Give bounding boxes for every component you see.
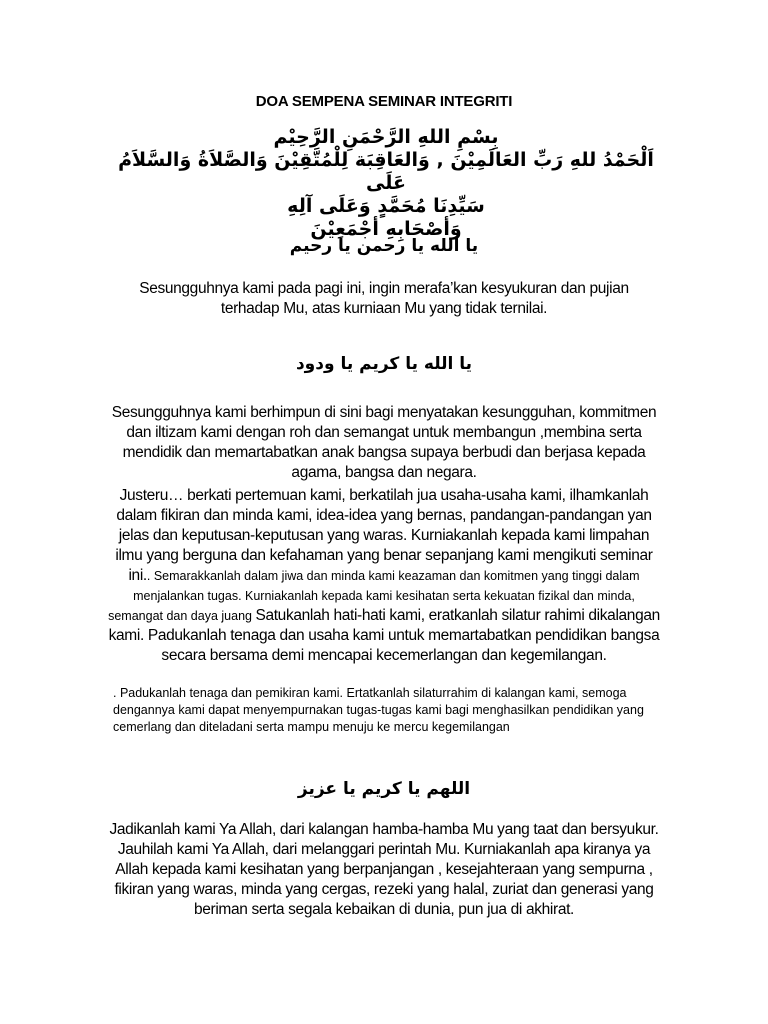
paragraph-blessing-part-3: Satukanlah hati-hati kami, eratkanlah silatur rahimi dikalangan kami. Padukanlah tenaga dan usaha kami untuk memartabatkan pendidikan bangsa secara bersama demi mencapai kecemerlangan dan kegemilangan. — [108, 607, 660, 664]
bismillah-line-4: وَأصْحَابِهِ أجْمَعِيْنَ — [310, 218, 462, 240]
invocation-heading-3: اللهم يا كريم يا عزيز — [297, 779, 471, 799]
bismillah-block — [110, 126, 662, 241]
bismillah-line-2: اَلْحَمْدُ للهِ رَبِّ العَالَمِيْنَ , وَالعَاقِبَة لِلْمُتَّقِيْنَ وَالصَّلاَةُ وَالسَّلاَمُ عَلَى — [118, 149, 654, 194]
document-title: DOA SEMPENA SEMINAR INTEGRITI — [255, 93, 513, 110]
invocation-heading-1: يا الله يا رحمن يا رحيم — [289, 236, 479, 256]
paragraph-gratitude: Sesungguhnya kami pada pagi ini, ingin merafa’kan kesyukuran dan pujian terhadap Mu, atas kurniaan Mu yang tidak ternilai. — [139, 280, 629, 317]
paragraph-closing: Jadikanlah kami Ya Allah, dari kalangan hamba-hamba Mu yang taat dan bersyukur. Jauhilah kami Ya Allah, dari melanggari perintah Mu. Kurniakanlah apa kiranya ya Allah kepada kami kesihatan yang berpanjangan , kesejahteraan yang sempurna , fikiran yang waras, minda yang cergas, rezeki yang halal, zuriat dan generasi yang beriman serta segala kebaikan di dunia, pun jua di akhirat. — [109, 821, 659, 918]
bismillah-line-3: سَيِّدِنَا مُحَمَّدٍ وَعَلَى آلِهِ — [287, 195, 485, 217]
paragraph-commitment: Sesungguhnya kami berhimpun di sini bagi menyatakan kesungguhan, kommitmen dan iltizam kami dengan roh dan semangat untuk membangun ,membina serta mendidik dan memartabatkan anak bangsa supaya berbudi dan berjasa kepada agama, bangsa dan negara. — [111, 404, 657, 481]
bismillah-line-1: بِسْمِ اللهِ الرَّحْمَنِ الرَّحِيْم — [273, 126, 499, 148]
paragraph-blessing-part-2: . Semarakkanlah dalam jiwa dan minda kami keazaman dan komitmen yang tinggi dalam menjalankan tugas. Kurniakanlah kepada kami kesihatan serta kekuatan fizikal dan minda, semangat dan daya juang — [108, 569, 640, 623]
paragraph-blessing — [106, 486, 662, 666]
paragraph-unity: . Padukanlah tenaga dan pemikiran kami. Ertatkanlah silaturrahim di kalangan kami, semoga dengannya kami dapat menyempurnakan tugas-tugas kami bagi menghasilkan pendidikan yang cemerlang dan diteladani serta mampu menuju ke mercu kegemilangan — [113, 686, 644, 734]
paragraph-blessing-part-1: Justeru… berkati pertemuan kami, berkatilah jua usaha-usaha kami, ilhamkanlah dalam fikiran dan minda kami, idea-idea yang bernas, pandangan-pandangan yan jelas dan keputusan-keputusan yang waras. Kurniakanlah kepada kami limpahan ilmu yang berguna dan kefahaman yang benar sepanjang kami mengikuti seminar ini. — [115, 487, 653, 584]
invocation-heading-2: يا الله يا كريم يا ودود — [295, 354, 473, 374]
